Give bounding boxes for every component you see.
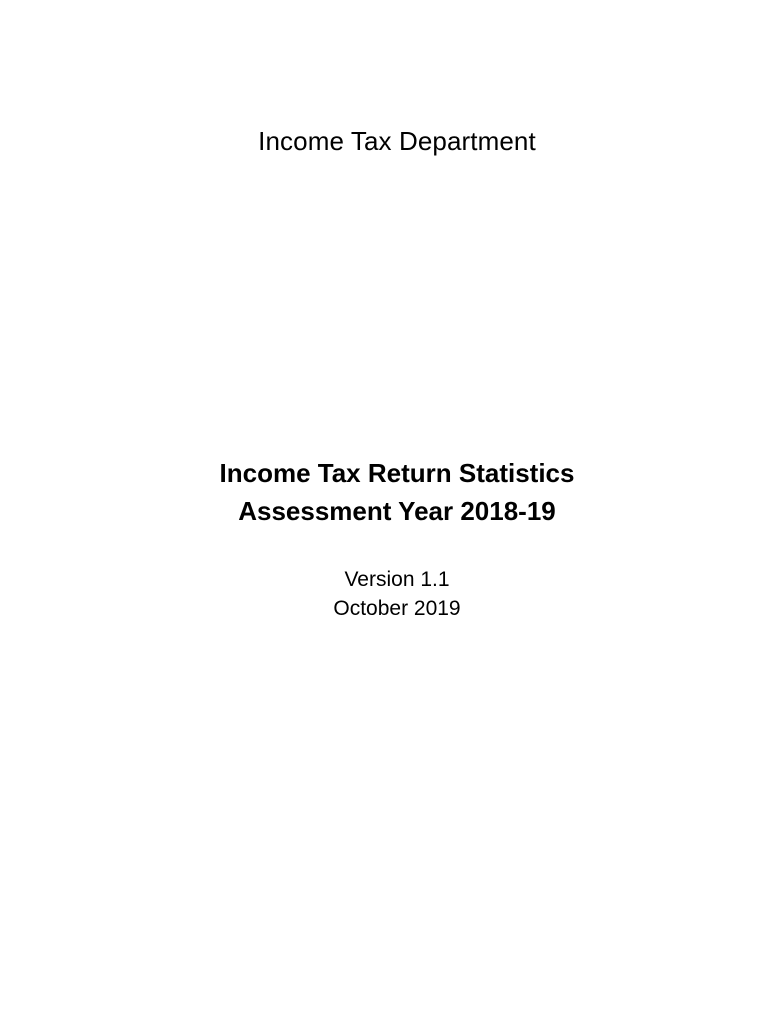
version-info <box>0 565 768 623</box>
document-title <box>0 454 768 530</box>
version-label: Version 1.1 <box>344 568 450 591</box>
publication-date: October 2019 <box>333 597 461 620</box>
title-line-report-name: Income Tax Return Statistics <box>219 458 575 488</box>
organization-heading: Income Tax Department <box>258 126 536 156</box>
title-line-assessment-year: Assessment Year 2018-19 <box>238 496 556 526</box>
